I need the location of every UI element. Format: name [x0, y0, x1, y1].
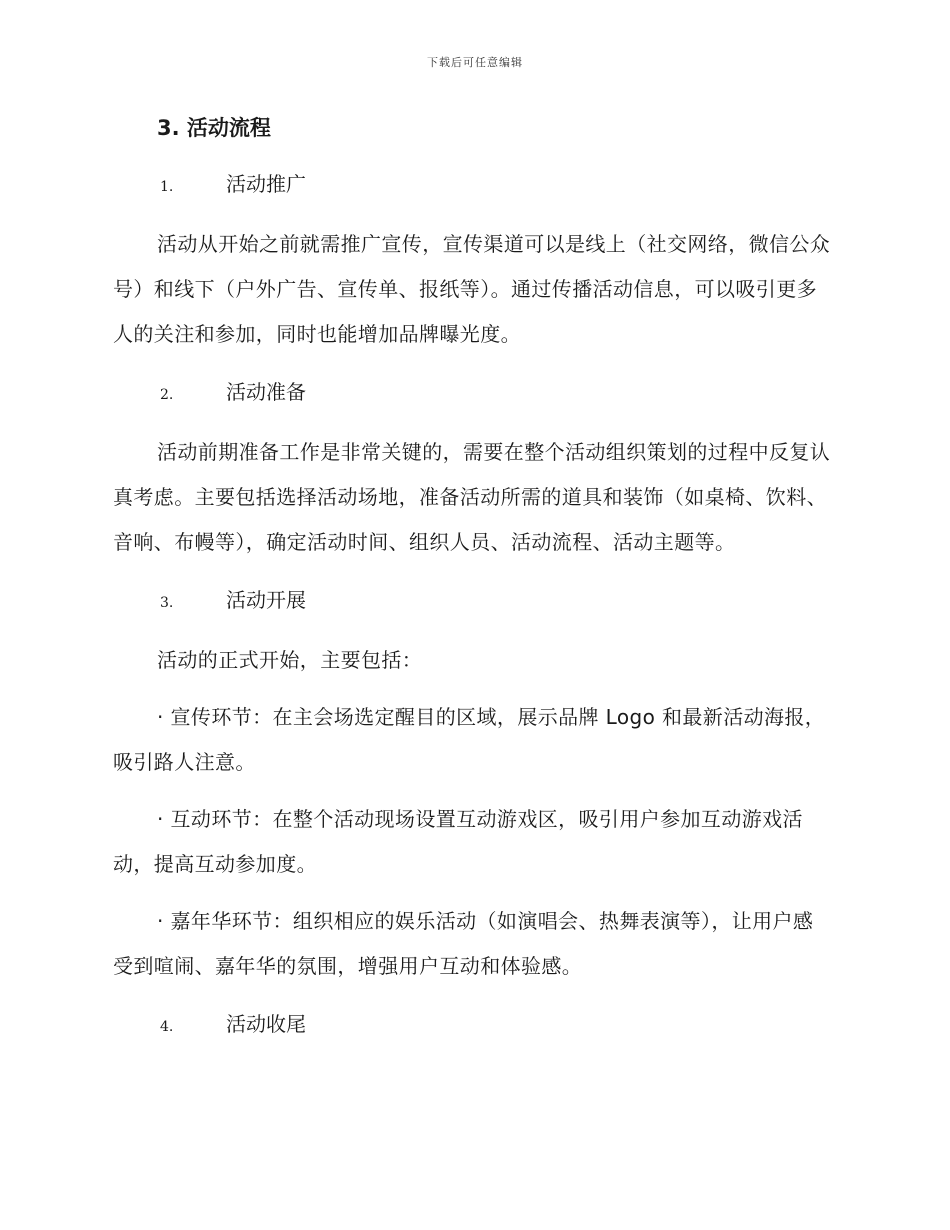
bullet-carnival-segment: · 嘉年华环节：组织相应的娱乐活动（如演唱会、热舞表演等），让用户感受到喧闹、嘉年华的氛围，增强用户互动和体验感。 — [113, 909, 814, 978]
subsection-number: 2. — [160, 387, 174, 403]
subsection-title: 活动准备 — [226, 380, 306, 404]
subsection-number: 1. — [160, 179, 174, 195]
bullet-promotion-segment: · 宣传环节：在主会场选定醒目的区域，展示品牌 Logo 和最新活动海报，吸引路人注意。 — [113, 705, 826, 774]
subsection-number: 3. — [160, 595, 174, 611]
page-header: 下载后可任意编辑 — [427, 56, 523, 69]
subsection-number: 4. — [160, 1019, 174, 1035]
subsection-heading-preparation — [160, 377, 833, 410]
subsection-title: 活动收尾 — [226, 1012, 306, 1036]
subsection-heading-wrapup — [160, 1009, 833, 1042]
subsection-title: 活动开展 — [226, 588, 306, 612]
paragraph-promotion: 活动从开始之前就需推广宣传，宣传渠道可以是线上（社交网络，微信公众号）和线下（户外广告、宣传单、报纸等）。通过传播活动信息，可以吸引更多人的关注和参加，同时也能增加品牌曝光度。 — [113, 232, 831, 346]
subsection-heading-promotion — [160, 169, 833, 202]
page-content — [113, 112, 833, 1042]
section-title: 3. 活动流程 — [157, 116, 271, 140]
bullet-interaction-segment: · 互动环节：在整个活动现场设置互动游戏区，吸引用户参加互动游戏活动，提高互动参加度。 — [113, 807, 803, 876]
subsection-title: 活动推广 — [226, 172, 306, 196]
subsection-heading-execution — [160, 585, 833, 618]
paragraph-preparation: 活动前期准备工作是非常关键的，需要在整个活动组织策划的过程中反复认真考虑。主要包括选择活动场地，准备活动所需的道具和装饰（如桌椅、饮料、音响、布幔等），确定活动时间、组织人员、活动流程、活动主题等。 — [113, 440, 831, 554]
paragraph-execution-intro: 活动的正式开始，主要包括： — [157, 648, 423, 672]
